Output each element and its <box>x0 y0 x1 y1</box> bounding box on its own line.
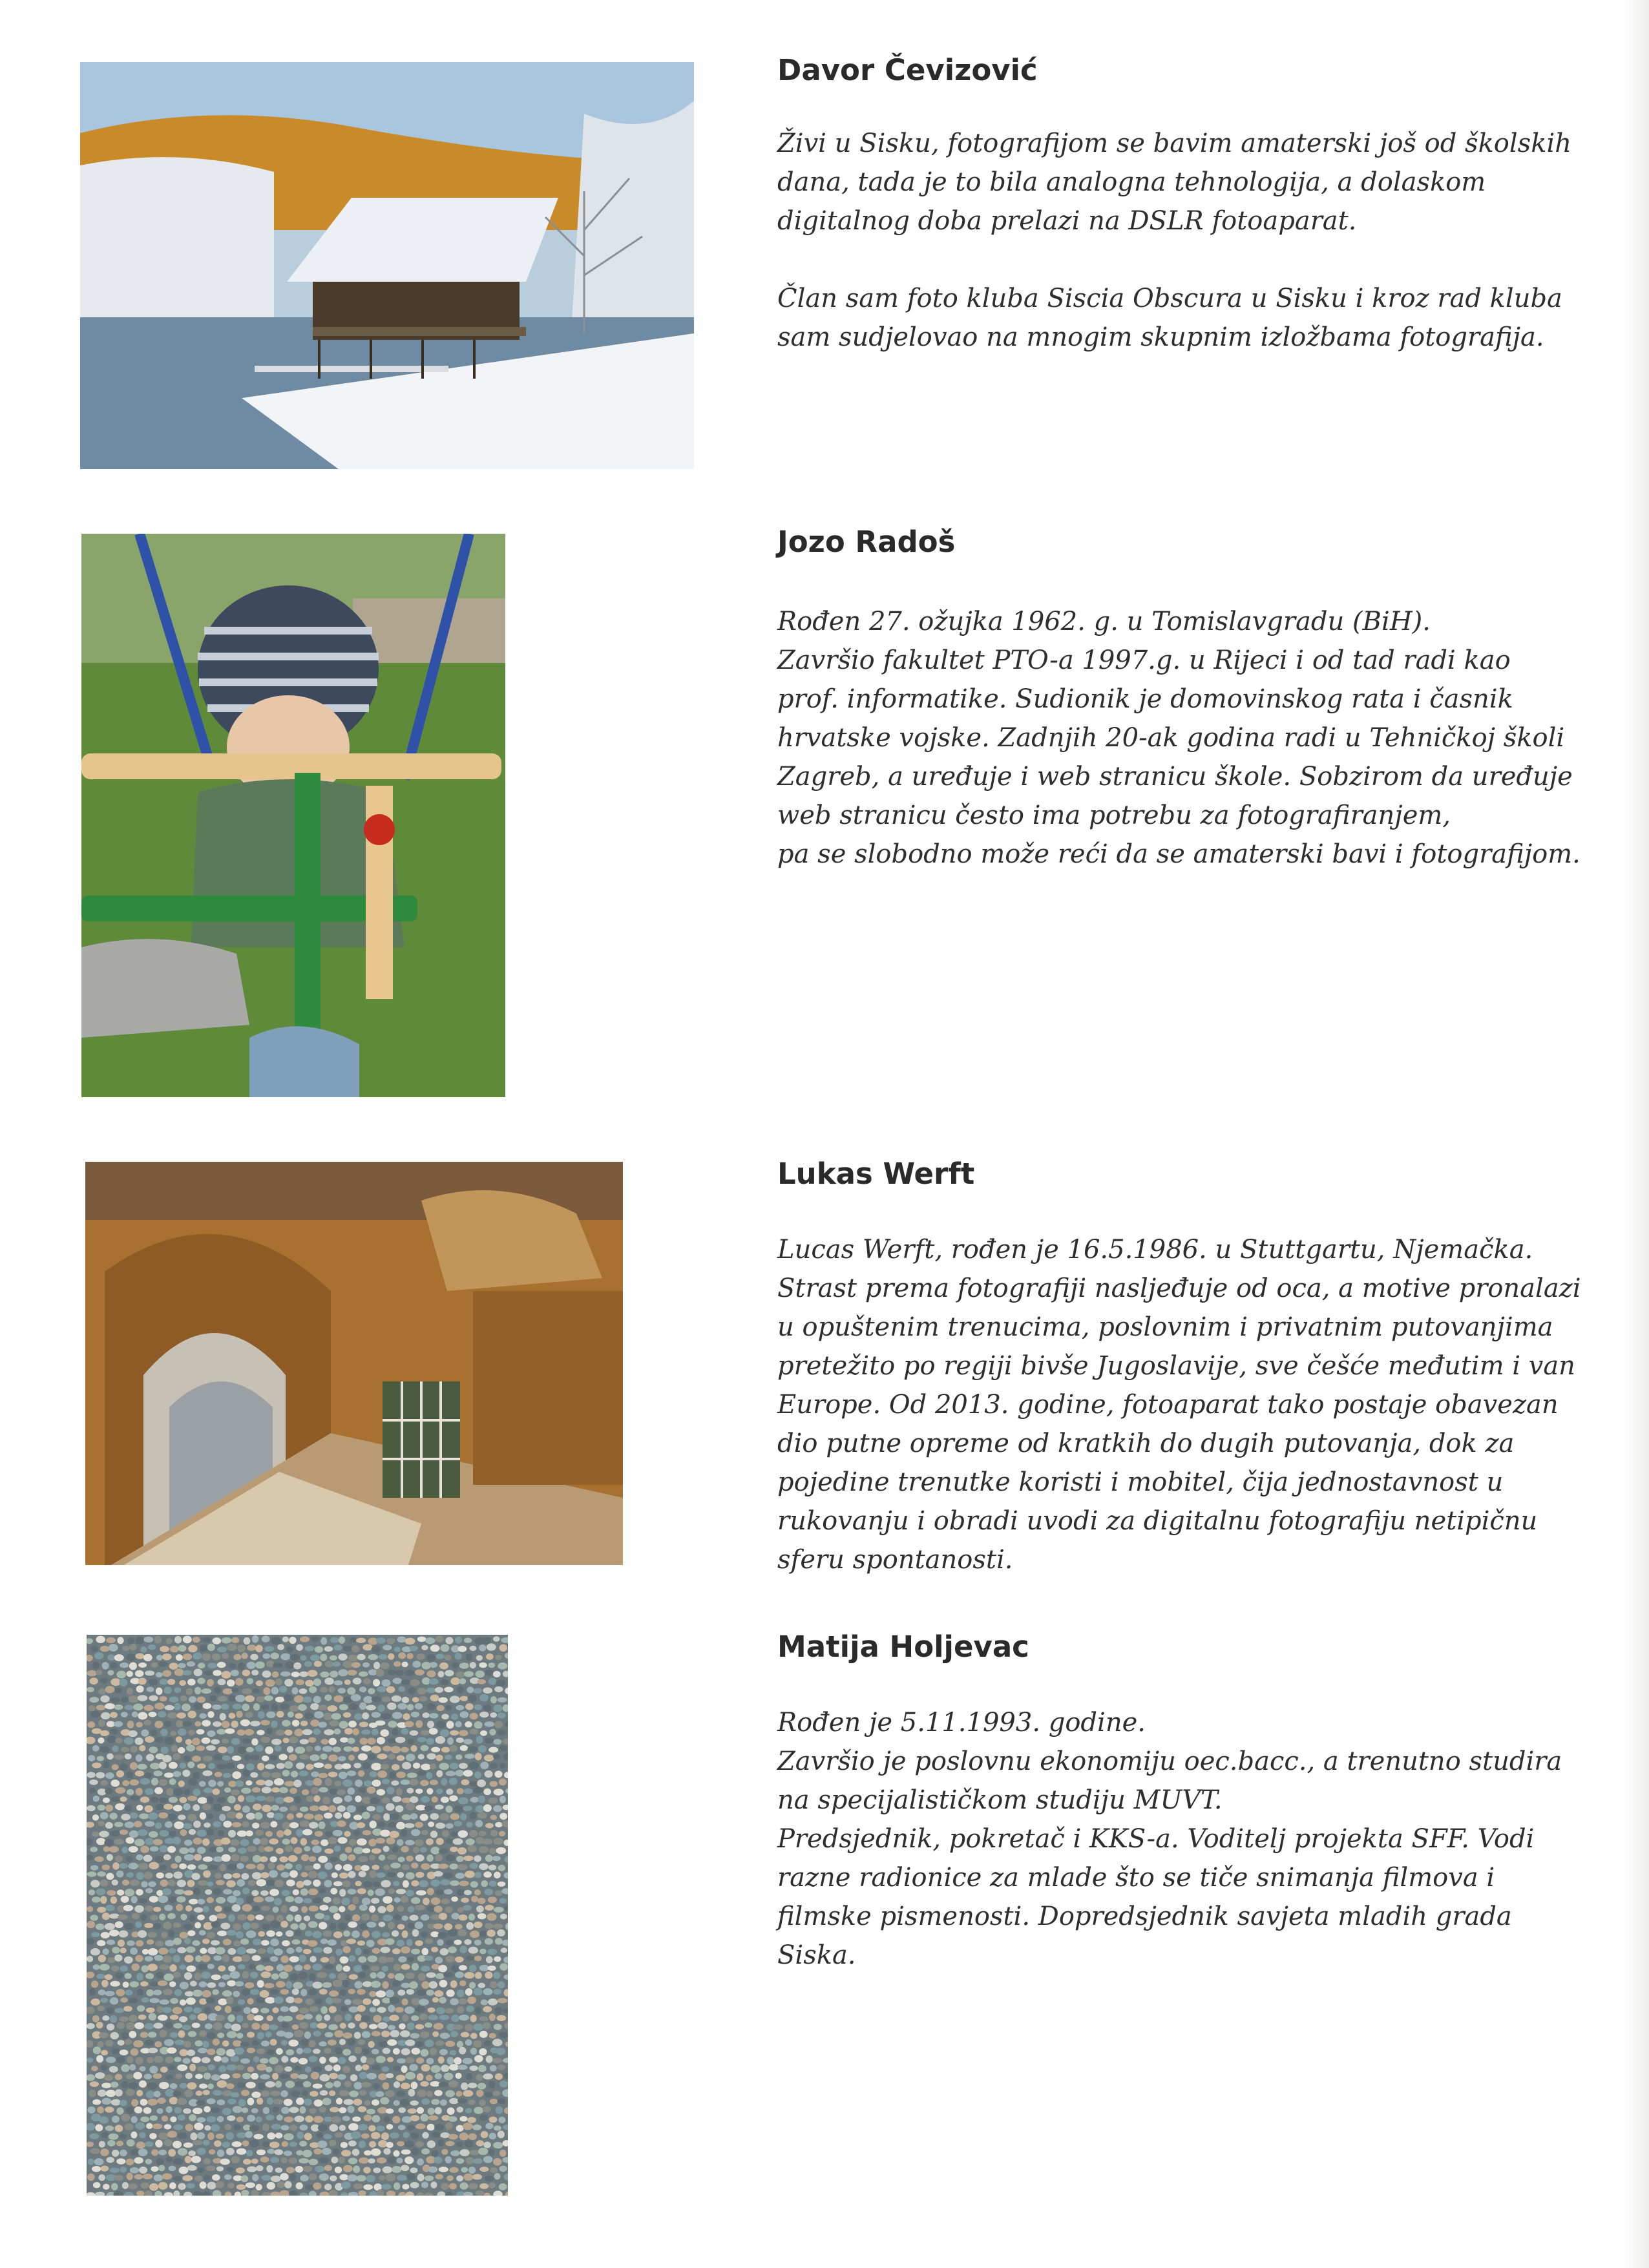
bio-line: prof. informatike. Sudionik je domovinskog rata i časnik <box>777 684 1513 714</box>
bio-line: sam sudjelovao na mnogim skupnim izložbama fotografija. <box>777 322 1544 352</box>
bio-line: Europe. Od 2013. godine, fotoaparat tako postaje obavezan <box>777 1390 1559 1420</box>
bio-line: rukovanju i obradi uvodi za digitalnu fotografiju netipičnu <box>777 1506 1538 1536</box>
bio-line: Lucas Werft, rođen je 16.5.1986. u Stuttgartu, Njemačka. <box>777 1235 1533 1265</box>
bio-paragraph-gap <box>777 240 1571 279</box>
bio-line: web stranicu često ima potrebu za fotografiranjem, <box>777 801 1451 830</box>
bio-line: sferu spontanosti. <box>777 1545 1013 1575</box>
entry-name-lukas: Lukas Werft <box>777 1157 975 1191</box>
stone-archway-photo <box>85 1162 623 1565</box>
bio-line: u opuštenim trenucima, poslovnim i privatnim putovanjima <box>777 1312 1553 1342</box>
page-edge-shadow <box>1623 0 1649 2268</box>
bio-line: Zagreb, a uređuje i web stranicu škole. Sobzirom da uređuje <box>777 762 1573 792</box>
bio-line: Član sam foto kluba Siscia Obscura u Sisku i kroz rad kluba <box>777 284 1562 313</box>
entry-name-matija: Matija Holjevac <box>777 1630 1029 1664</box>
entry-bio-lukas <box>777 1230 1581 1579</box>
bio-line: Rođen je 5.11.1993. godine. <box>777 1708 1146 1738</box>
bio-line: dana, tada je to bila analogna tehnologija, a dolaskom <box>777 167 1486 197</box>
bio-line: hrvatske vojske. Zadnjih 20-ak godina radi u Tehničkoj školi <box>777 723 1565 753</box>
entry-bio-jozo <box>777 602 1581 874</box>
entry-bio-davor <box>777 124 1571 357</box>
entry-name-davor: Davor Čevizović <box>777 53 1038 87</box>
bio-line: Završio fakultet PTO-a 1997.g. u Rijeci i od tad radi kao <box>777 646 1511 675</box>
bio-line: pa se slobodno može reći da se amaterski bavi i fotografijom. <box>777 839 1581 869</box>
bio-line: Rođen 27. ožujka 1962. g. u Tomislavgradu (BiH). <box>777 607 1431 636</box>
bio-line: Završio je poslovnu ekonomiju oec.bacc., a trenutno studira <box>777 1747 1562 1776</box>
bio-line: na specijalističkom studiju MUVT. <box>777 1785 1223 1815</box>
winter-lake-house-photo <box>80 62 694 469</box>
bio-line: dio putne opreme od kratkih do dugih putovanja, dok za <box>777 1429 1515 1458</box>
entry-bio-matija <box>777 1703 1562 1975</box>
bio-line: pretežito po regiji bivše Jugoslavije, sve češće međutim i van <box>777 1351 1575 1381</box>
entry-name-jozo: Jozo Radoš <box>777 525 956 559</box>
bio-line: pojedine trenutke koristi i mobitel, čija jednostavnost u <box>777 1467 1504 1497</box>
bio-line: digitalnog doba prelazi na DSLR fotoaparat. <box>777 206 1357 236</box>
child-on-swing-photo <box>81 534 505 1097</box>
bio-line: filmske pismenosti. Dopredsjednik savjeta mladih grada <box>777 1902 1512 1931</box>
pebbles-photo <box>87 1635 508 2196</box>
bio-line: Predsjednik, pokretač i KKS-a. Voditelj projekta SFF. Vodi <box>777 1824 1535 1854</box>
bio-line: Strast prema fotografiji nasljeđuje od oca, a motive pronalazi <box>777 1274 1581 1303</box>
bio-line: Siska. <box>777 1940 856 1970</box>
bio-line: razne radionice za mlade što se tiče snimanja filmova i <box>777 1863 1495 1893</box>
bio-line: Živi u Sisku, fotografijom se bavim amaterski još od školskih <box>777 129 1572 158</box>
